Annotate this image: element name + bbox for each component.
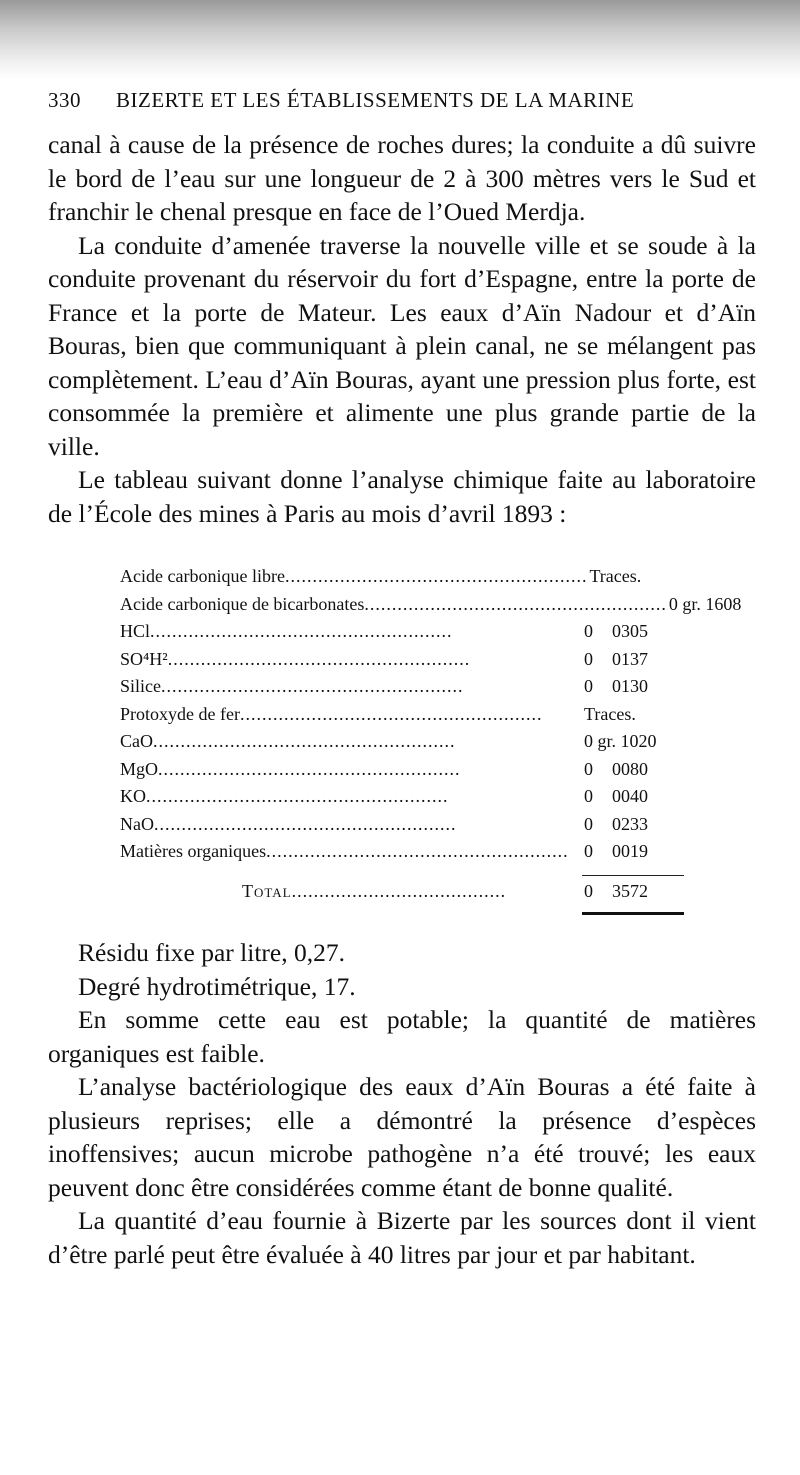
dot-leader: ....................................................... — [239, 703, 543, 724]
table-row — [120, 759, 684, 787]
row-label: Matières organiques — [120, 841, 267, 861]
row-prefix: 0 — [584, 786, 593, 806]
row-prefix: 0 — [584, 621, 593, 641]
paragraph-bacteriologique: L’analyse bactériologique des eaux d’Aïn Bouras a été faite à plusieurs reprises; elle a démontré la présence d’espèces inoffensives; aucun microbe pathogène n’a été trouvé; les eaux peuvent donc être considérées comme étant de bonne qualité. — [48, 1072, 756, 1202]
row-value: 0130 — [612, 676, 648, 696]
row-prefix: 0 — [584, 841, 593, 861]
running-header — [48, 88, 756, 120]
dot-leader: ....................................................... — [150, 621, 453, 641]
table-row — [120, 814, 684, 842]
row-label: NaO — [120, 813, 154, 834]
row-label: CaO — [120, 731, 153, 751]
row-value: 0019 — [612, 841, 648, 861]
table-row — [120, 786, 684, 814]
paragraph-degre: Degré hydrotimétrique, 17. — [78, 971, 356, 1001]
dot-leader: ....................................................... — [266, 841, 569, 861]
paragraph-tableau-intro: Le tableau suivant donne l’analyse chimique faite au laboratoire de l’École des mines à Paris au mois d’avril 1893 : — [48, 465, 756, 528]
row-label: Protoxyde de fer — [120, 703, 240, 724]
table-row — [120, 566, 684, 594]
dot-leader: ....................................... — [291, 880, 507, 901]
chemical-analysis-table — [120, 566, 742, 908]
paragraph-quantite: La quantité d’eau fournie à Bizerte par les sources dont il vient d’être parlé peut être évaluée à 40 litres par jour et par habitant. — [48, 1206, 756, 1269]
dot-leader: ....................................................... — [364, 593, 667, 614]
paragraph-conduite: La conduite d’amenée traverse la nouvelle ville et se soude à la conduite provenant du réservoir du fort d’Espagne, entre la porte de France et la porte de Mateur. Les eaux d’Aïn Nadour et d’Aïn Bouras, bien que communiquant à plein canal, ne se mélangent pas complètement. L’eau d’Aïn Bouras, ayant une pression plus forte, est consommée la première et alimente une plus grande partie de la ville. — [48, 230, 756, 461]
row-label: Acide carbonique de bicarbonates — [120, 593, 365, 614]
row-value: 0305 — [612, 621, 648, 641]
paragraph-potable: En somme cette eau est potable; la quantité de matières organiques est faible. — [48, 1005, 756, 1068]
total-row — [120, 881, 684, 909]
row-prefix: 0 — [584, 676, 593, 696]
table-row — [120, 676, 684, 704]
table-row — [120, 621, 684, 649]
row-value: 0080 — [612, 758, 648, 779]
dot-leader: ....................................................... — [161, 676, 464, 696]
row-prefix: 0 gr. — [584, 731, 617, 751]
row-label: HCl — [120, 621, 151, 641]
row-label: Acide carbonique libre — [120, 566, 285, 586]
row-value: Traces. — [589, 566, 642, 586]
page-number: 330 — [48, 88, 81, 112]
dot-leader: ....................................................... — [167, 648, 471, 669]
row-prefix: 0 — [584, 758, 593, 779]
row-label: KO — [120, 786, 146, 806]
dot-leader: ....................................................... — [146, 786, 449, 806]
row-value: 1020 — [620, 731, 657, 751]
row-value: 0137 — [612, 648, 648, 669]
total-value: 3572 — [612, 880, 648, 901]
scan-edge-shading — [0, 0, 800, 80]
row-prefix: 0 — [584, 813, 593, 834]
total-rule-bottom — [582, 912, 684, 915]
row-label: MgO — [120, 758, 159, 779]
row-prefix: 0 — [584, 648, 593, 669]
dot-leader: ....................................................... — [153, 731, 456, 751]
running-title: BIZERTE ET LES ÉTABLISSEMENTS DE LA MARINE — [116, 88, 635, 112]
row-value: 0040 — [612, 786, 648, 806]
table-row — [120, 593, 742, 622]
row-label: Silice — [120, 676, 161, 696]
table-row — [120, 704, 684, 732]
row-value: Traces. — [584, 703, 636, 724]
table-row — [120, 841, 684, 869]
text-after-table — [48, 936, 756, 1271]
book-page — [48, 88, 756, 1271]
row-prefix: 0 gr. — [668, 593, 701, 614]
table-row — [120, 731, 684, 759]
row-value: 0233 — [612, 813, 648, 834]
paragraph-residu: Résidu fixe par litre, 0,27. — [78, 938, 345, 967]
dot-leader: ....................................................... — [154, 813, 457, 834]
total-rule-top — [582, 875, 684, 876]
row-label: SO⁴H² — [120, 648, 168, 669]
total-block — [120, 881, 684, 909]
paragraph-continuation: canal à cause de la présence de roches dures; la conduite a dû suivre le bord de l’eau sur une longueur de 2 à 300 mètres vers le Sud et franchir le chenal presque en face de l’Oued Merdja. — [48, 130, 756, 226]
table-row — [120, 649, 684, 677]
total-label: Total — [242, 880, 292, 901]
row-value: 1608 — [705, 593, 742, 614]
total-prefix: 0 — [584, 880, 593, 901]
dot-leader: ....................................................... — [158, 758, 461, 779]
dot-leader: ....................................................... — [284, 566, 588, 586]
